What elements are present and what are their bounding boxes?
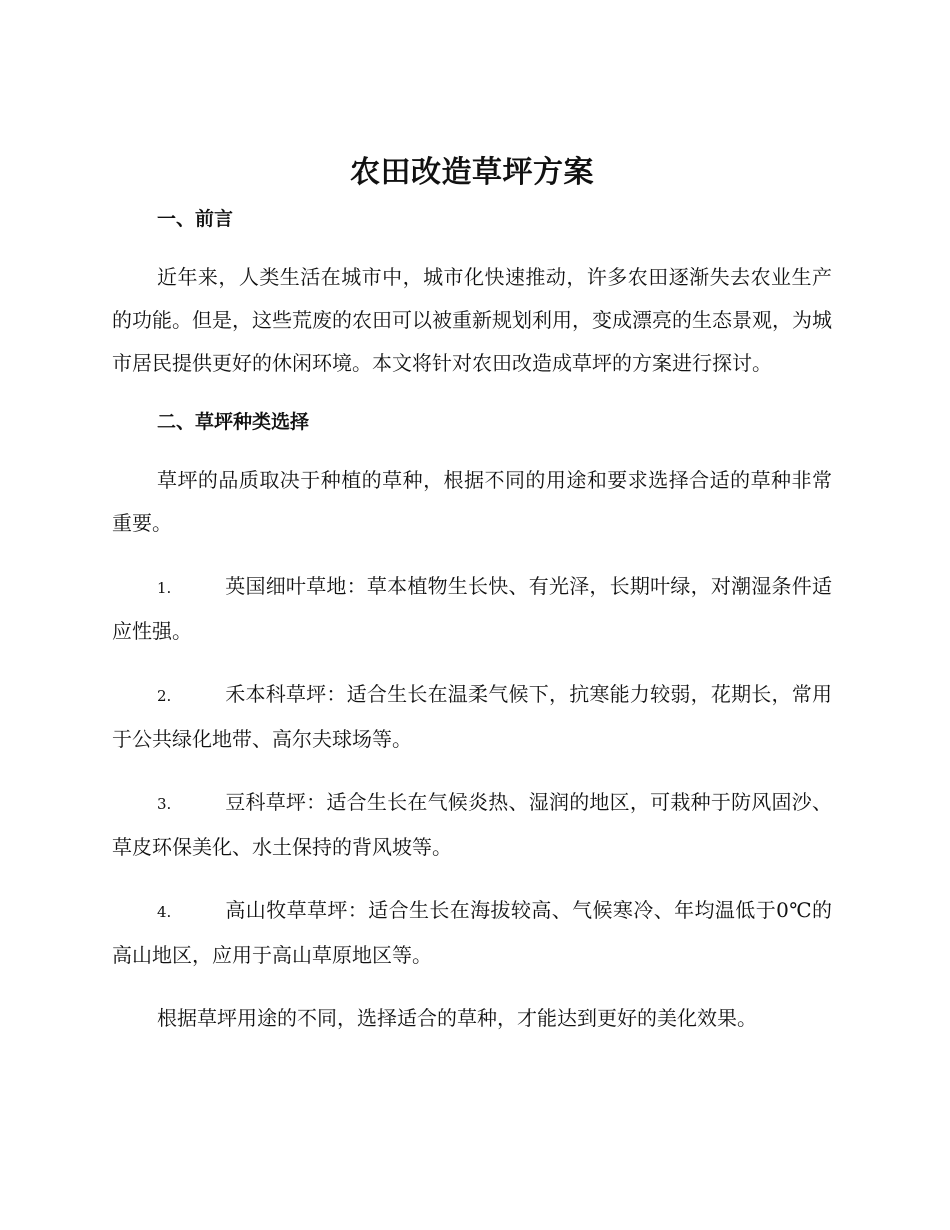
grass-selection-conclusion: 根据草坪用途的不同，选择适合的草种，才能达到更好的美化效果。 (157, 1006, 757, 1030)
list-item-text: 高山牧草草坪：适合生长在海拔较高、气候寒冷、年均温低于0℃的高山地区，应用于高山草原地区等。 (112, 898, 832, 967)
document-title: 农田改造草坪方案 (350, 155, 594, 190)
document-page (112, 148, 832, 1040)
section-heading-preface: 一、前言 (157, 208, 234, 230)
list-item-number: 3. (157, 795, 172, 813)
list-item-number: 4. (157, 903, 172, 921)
grass-selection-intro: 草坪的品质取决于种植的草种，根据不同的用途和要求选择合适的草种非常重要。 (112, 468, 832, 535)
list-item-number: 1. (157, 579, 172, 597)
list-item (112, 889, 832, 977)
list-item-text: 豆科草坪：适合生长在气候炎热、湿润的地区，可栽种于防风固沙、草皮环保美化、水土保持的背风坡等。 (112, 790, 832, 859)
list-item-text: 禾本科草坪：适合生长在温柔气候下，抗寒能力较弱，花期长，常用于公共绿化地带、高尔夫球场等。 (112, 682, 832, 751)
list-item (112, 781, 832, 869)
list-item-text: 英国细叶草地：草本植物生长快、有光泽，长期叶绿，对潮湿条件适应性强。 (112, 574, 832, 643)
list-item (112, 673, 832, 761)
section-heading-grass-selection: 二、草坪种类选择 (157, 411, 310, 433)
list-item (112, 565, 832, 653)
list-item-number: 2. (157, 687, 172, 705)
preface-paragraph: 近年来，人类生活在城市中，城市化快速推动，许多农田逐渐失去农业生产的功能。但是，这些荒废的农田可以被重新规划利用，变成漂亮的生态景观，为城市居民提供更好的休闲环境。本文将针对农田改造成草坪的方案进行探讨。 (112, 265, 832, 375)
